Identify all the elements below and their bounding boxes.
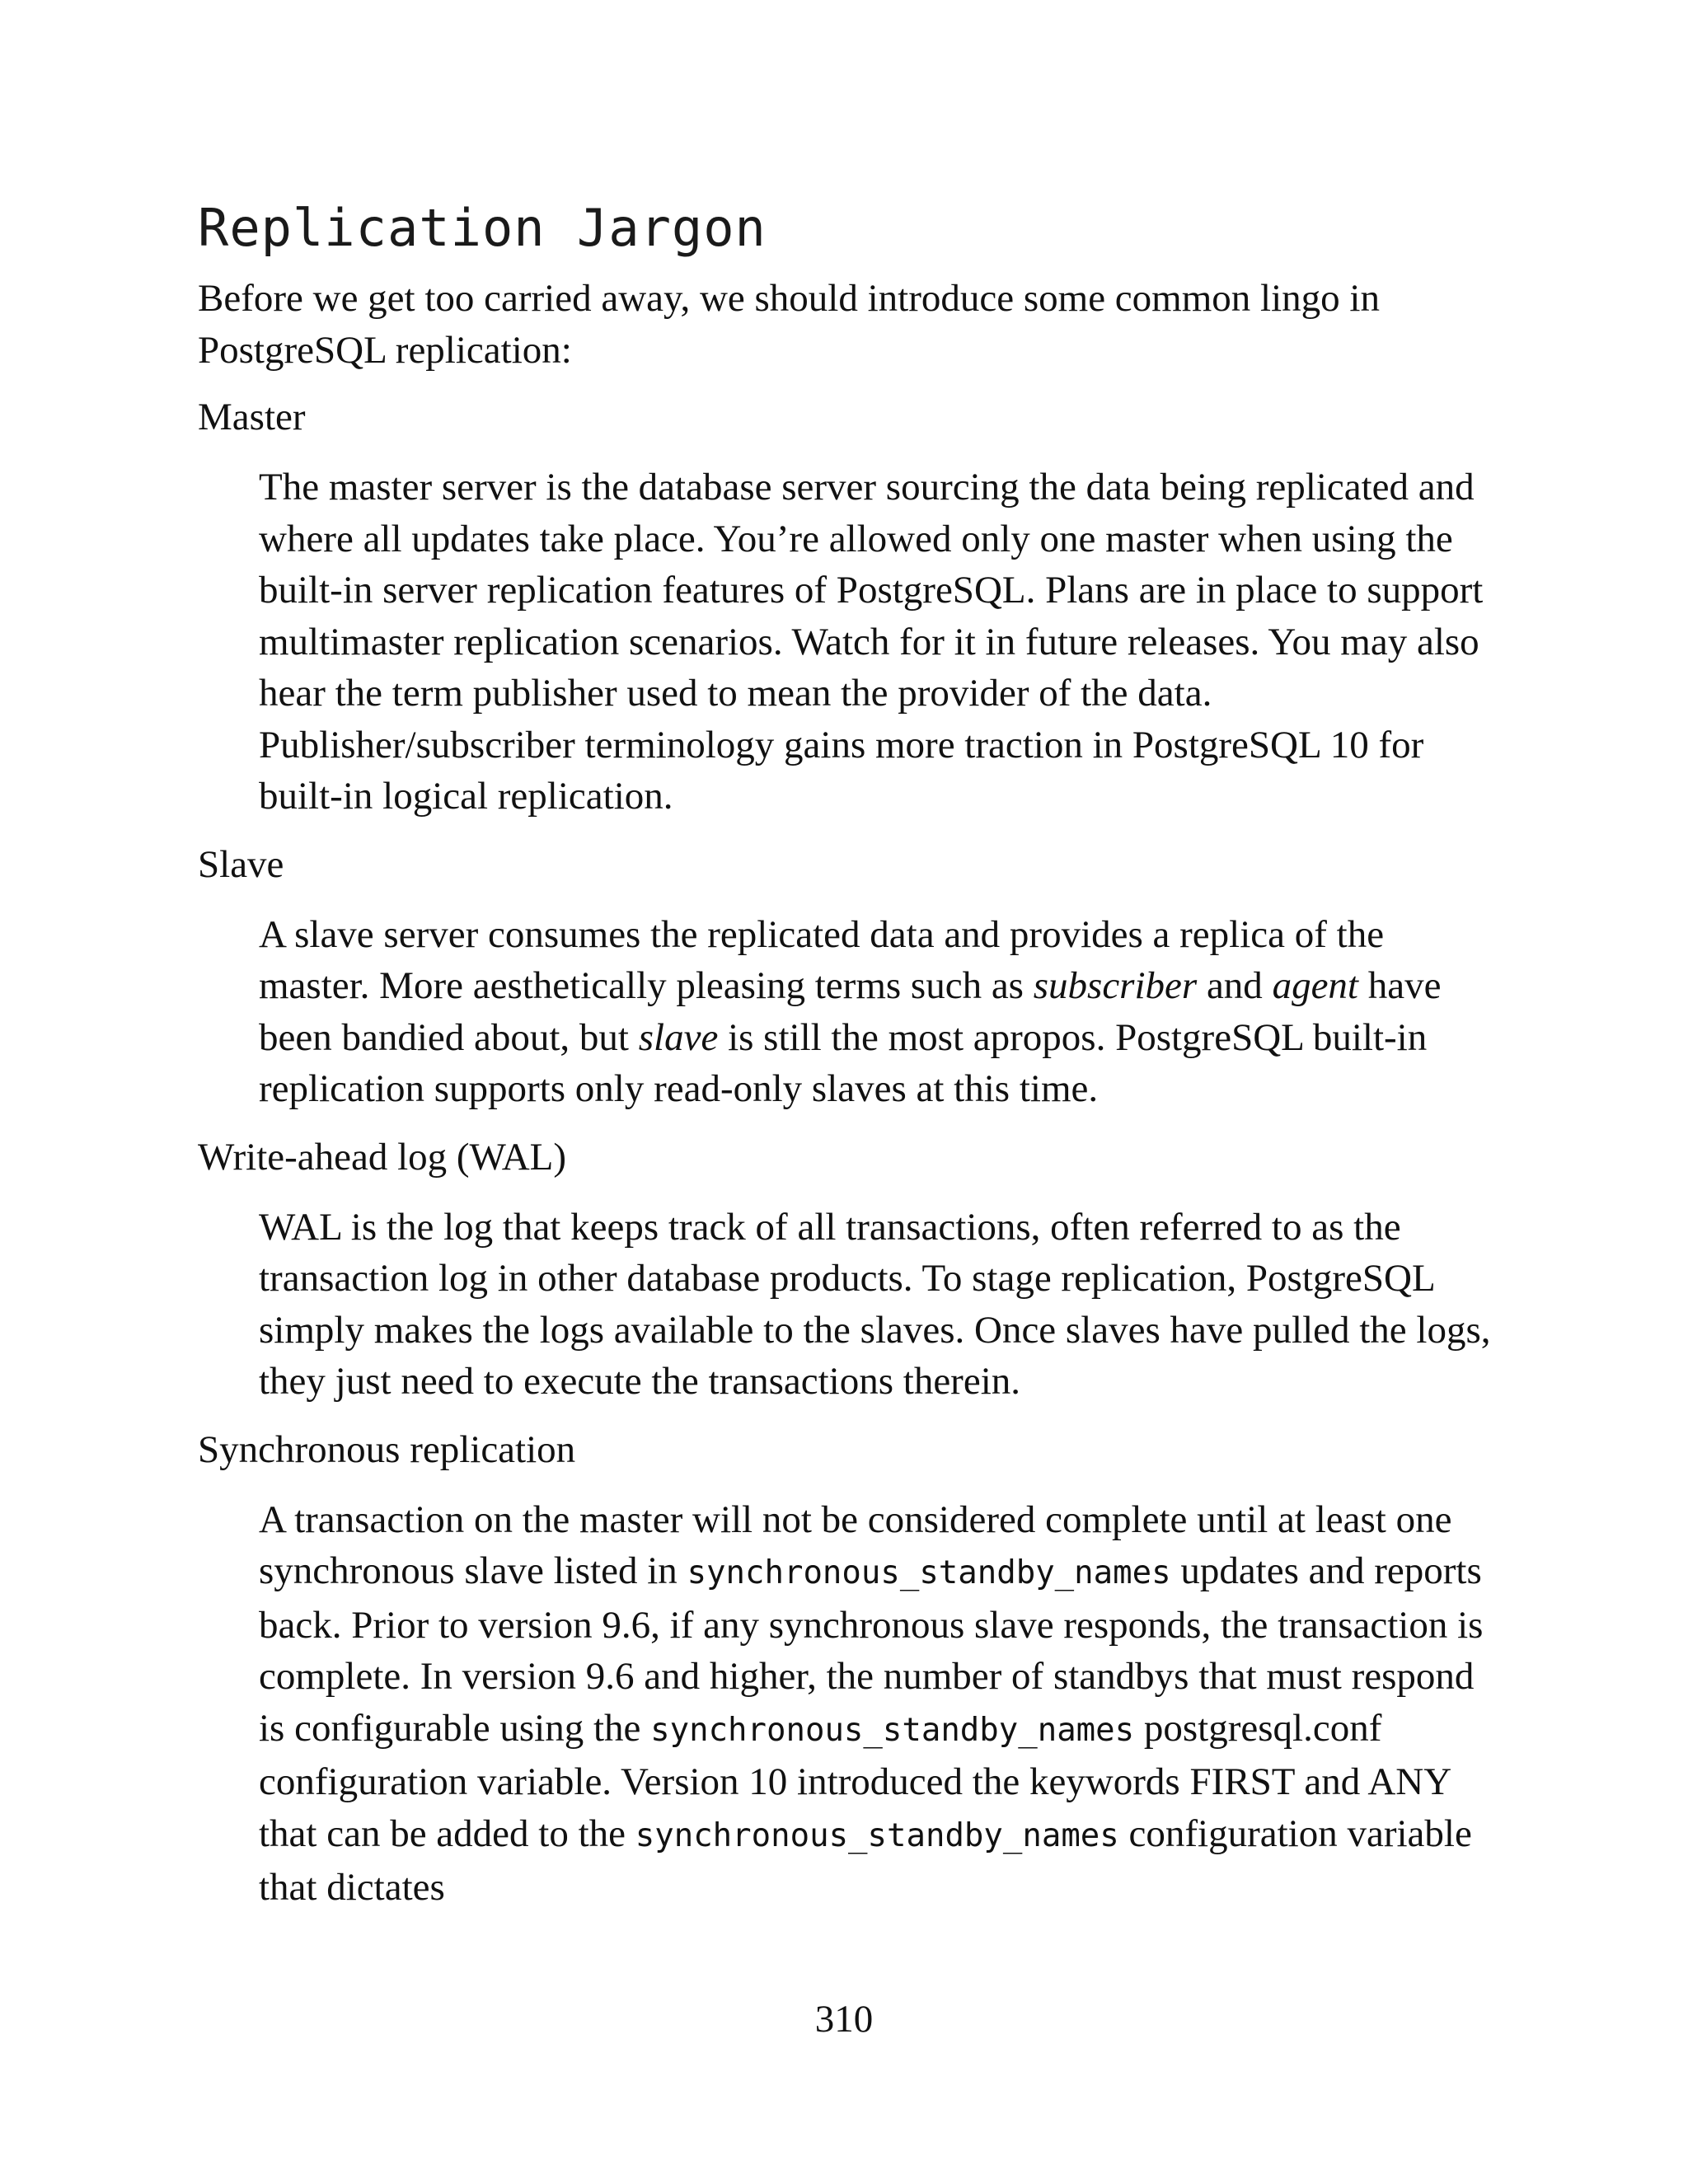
definition-text: A transaction on the master will not be considered complete until at least one synchronous slave listed in <box>259 1497 1452 1592</box>
intro-paragraph: Before we get too carried away, we should introduce some common lingo in PostgreSQL replication: <box>198 277 1380 372</box>
code-config-variable: synchronous_standby_names <box>650 1711 1135 1749</box>
definition-text: and <box>1197 964 1273 1007</box>
term-label: Synchronous replication <box>198 1427 576 1471</box>
section-heading: Replication Jargon <box>198 198 767 258</box>
term-slave <box>198 839 1500 1115</box>
term-label: Master <box>198 396 306 438</box>
term-master <box>198 391 1500 823</box>
definition-text: updates and reports back. Prior to version 9.6, if any synchronous slave responds, the transaction is complete. In version 9.6 and higher, the number of standbys that must respond is configurable using the <box>259 1549 1484 1750</box>
page-number: 310 <box>814 1998 874 2041</box>
emphasis-agent: agent <box>1272 964 1358 1007</box>
definition-text: configuration variable that dictates <box>259 1811 1472 1909</box>
term-definition <box>259 909 1500 1115</box>
definition-text: have been bandied about, but <box>259 964 1442 1059</box>
term-definition: WAL is the log that keeps track of all transactions, often referred to as the transaction log in other database products. To stage replication, PostgreSQL simply makes the logs available to the slaves. Once slaves have pulled the logs, they just need to execute the transactions therein. <box>259 1205 1491 1403</box>
emphasis-slave: slave <box>638 1015 719 1059</box>
term-wal <box>198 1132 1500 1408</box>
code-config-variable: synchronous_standby_names <box>687 1554 1171 1591</box>
emphasis-subscriber: subscriber <box>1033 964 1198 1007</box>
term-definition: The master server is the database server sourcing the data being replicated and where all updates take place. You’re allowed only one master when using the built-in server replication features of PostgreSQL. Plans are in place to support multimaster replication scenarios. Watch for it in future releases. You may also hear the term publisher used to mean the provider of the data. Publisher/subscriber terminology gains more traction in PostgreSQL 10 for built-in logical replication. <box>259 466 1484 818</box>
definition-text: postgresql.conf configuration variable. Version 10 introduced the keywords FIRST and ANY that can be added to the <box>259 1706 1451 1855</box>
term-definition <box>259 1494 1500 1914</box>
definition-text: is still the most apropos. PostgreSQL built-in replication supports only read-only slaves at this time. <box>259 1015 1428 1110</box>
code-config-variable: synchronous_standby_names <box>635 1816 1119 1854</box>
definition-text: A slave server consumes the replicated data and provides a replica of the master. More aesthetically pleasing terms such as <box>259 912 1385 1007</box>
page-content <box>198 194 1500 1930</box>
term-label: Slave <box>198 842 284 886</box>
term-synchronous-replication <box>198 1424 1500 1914</box>
term-label: Write-ahead log (WAL) <box>198 1135 567 1179</box>
